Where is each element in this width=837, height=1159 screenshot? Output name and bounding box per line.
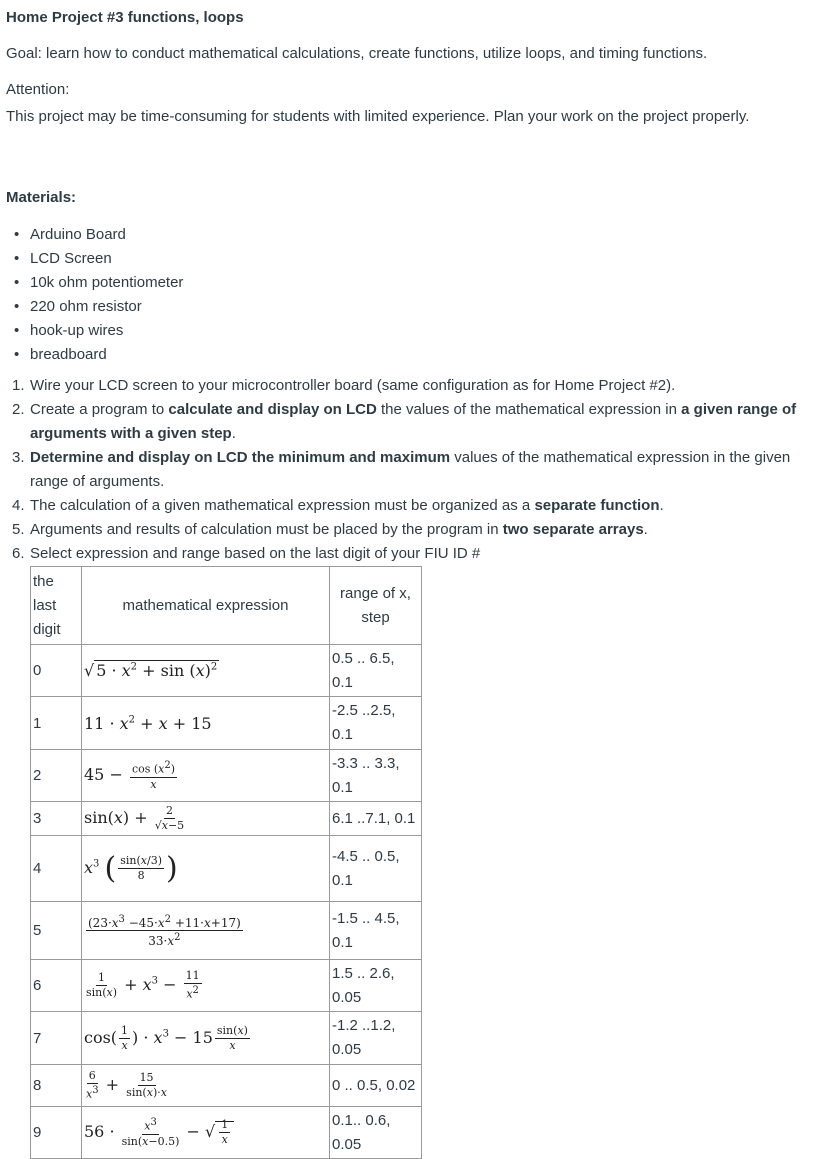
digit-cell: 8: [31, 1065, 82, 1107]
step-bold: Determine and display on LCD the minimum and maximum: [30, 449, 451, 466]
range-cell: -3.3 .. 3.3, 0.1: [330, 750, 422, 802]
expression-table: [30, 566, 422, 1159]
step-item: [12, 542, 815, 566]
digit-cell: 0: [31, 645, 82, 697]
step-text: .: [643, 521, 648, 538]
table-row: [31, 697, 422, 750]
step-bold: calculate and display on LCD: [168, 401, 377, 418]
step-bold: separate function: [534, 497, 660, 514]
range-cell: 0.5 .. 6.5, 0.1: [330, 645, 422, 697]
list-item: • LCD Screen: [30, 249, 183, 273]
step-text: Arguments and results of calculation must be placed by the program in: [30, 521, 503, 538]
step-text: Wire your LCD screen to your microcontroller board (same configuration as for Home Project #2).: [30, 377, 676, 394]
math-expression: $\frac{6}{x^3}$ + $\frac{15}{\sin(x)\cdot x}$: [86, 1069, 167, 1101]
range-cell: -1.5 .. 4.5, 0.1: [330, 902, 422, 960]
step-text: Select expression and range based on the last digit of your FIU ID #: [30, 545, 481, 562]
range-cell: -4.5 .. 0.5, 0.1: [330, 836, 422, 902]
math-expression: $11 \cdot x^2 + x + 15$: [84, 713, 212, 733]
step-text: the values of the mathematical expression in: [376, 401, 682, 418]
list-item: • Arduino Board: [30, 225, 183, 249]
math-expression: √ $5 \cdot x^2 + \sin (x)^2$: [84, 661, 218, 680]
table-row: [31, 902, 422, 960]
range-cell: -1.2 ..1.2, 0.05: [330, 1012, 422, 1065]
math-expression: $\frac{1}{\sin(x)}$ + $x^3$ − $\frac{11}{x^2}$: [86, 969, 200, 1001]
step-item: [12, 518, 815, 542]
expression-cell: [82, 902, 330, 960]
step-item: [12, 374, 815, 398]
expression-cell: [82, 836, 330, 902]
attention-text: This project may be time-consuming for students with limited experience. Plan your work on the project properly.: [6, 108, 750, 125]
table-row: [31, 1065, 422, 1107]
digit-cell: 4: [31, 836, 82, 902]
range-cell: 0.1.. 0.6, 0.05: [330, 1107, 422, 1159]
table-row: [31, 750, 422, 802]
step-item: [12, 446, 815, 494]
expression-cell: [82, 697, 330, 750]
expression-cell: [82, 645, 330, 697]
steps-list: [0, 374, 815, 566]
header-expression: mathematical expression: [82, 567, 330, 645]
digit-cell: 5: [31, 902, 82, 960]
step-text: .: [231, 425, 236, 442]
materials-list: [0, 225, 183, 369]
list-item: • 220 ohm resistor: [30, 297, 183, 321]
table-row: [31, 960, 422, 1012]
expression-cell: [82, 750, 330, 802]
step-item: [12, 398, 815, 446]
digit-cell: 2: [31, 750, 82, 802]
expression-cell: [82, 1012, 330, 1065]
attention-label: Attention:: [6, 81, 70, 98]
math-expression: $x^3$ ( $\frac{\sin(x/3)}{8}$ ): [84, 851, 178, 886]
expression-cell: [82, 1065, 330, 1107]
table-row: [31, 1012, 422, 1065]
step-bold: a given range of arguments with a given step: [30, 401, 797, 442]
page-title: Home Project #3 functions, loops: [6, 9, 244, 26]
range-cell: 6.1 ..7.1, 0.1: [330, 802, 422, 836]
step-item: [12, 494, 815, 518]
digit-cell: 3: [31, 802, 82, 836]
step-text: values of the mathematical expression in the given range of arguments.: [30, 449, 791, 490]
list-item: • hook-up wires: [30, 321, 183, 345]
step-number: 3.: [12, 449, 25, 466]
step-text: Create a program to: [30, 401, 169, 418]
range-cell: 0 .. 0.5, 0.02: [330, 1065, 422, 1107]
digit-cell: 1: [31, 697, 82, 750]
step-number: 2.: [12, 401, 25, 418]
list-item: • 10k ohm potentiometer: [30, 273, 183, 297]
materials-heading: Materials:: [6, 189, 77, 206]
step-number: 4.: [12, 497, 25, 514]
step-number: 1.: [12, 377, 25, 394]
table-row: [31, 645, 422, 697]
expression-cell: [82, 960, 330, 1012]
step-text: .: [659, 497, 664, 514]
math-expression: 45 − $\frac{\cos (x^2)}{x}$: [84, 760, 176, 791]
math-expression: $\frac{(23\cdot x^3 -45\cdot x^2 +11\cdot x+17)}{33\cdot x^2}$: [88, 914, 241, 948]
digit-cell: 6: [31, 960, 82, 1012]
math-expression: sin(x) + $\frac{2}{√x-5}$: [84, 804, 185, 832]
step-text: The calculation of a given mathematical expression must be organized as a: [30, 497, 535, 514]
table-row: [31, 836, 422, 902]
step-number: 6.: [12, 545, 25, 562]
digit-cell: 9: [31, 1107, 82, 1159]
digit-cell: 7: [31, 1012, 82, 1065]
table-row: [31, 802, 422, 836]
math-expression: cos( $\frac{1}{x}$ ) · $x^3 - 15$ $\frac{\sin(x)}{x}$: [84, 1023, 248, 1052]
step-bold: two separate arrays: [502, 521, 644, 538]
header-range: range of x, step: [330, 567, 422, 645]
math-expression: 56 · $\frac{x^3}{\sin(x-0.5)}$ − √ $\frac{1}{x}$: [84, 1122, 234, 1141]
table-header-row: [31, 567, 422, 645]
range-cell: -2.5 ..2.5, 0.1: [330, 697, 422, 750]
range-cell: 1.5 .. 2.6, 0.05: [330, 960, 422, 1012]
goal-text: Goal: learn how to conduct mathematical calculations, create functions, utilize loops, and timing functions.: [6, 45, 708, 62]
list-item: • breadboard: [30, 345, 183, 369]
expression-cell: [82, 802, 330, 836]
header-last-digit: the last digit: [31, 567, 82, 645]
step-number: 5.: [12, 521, 25, 538]
